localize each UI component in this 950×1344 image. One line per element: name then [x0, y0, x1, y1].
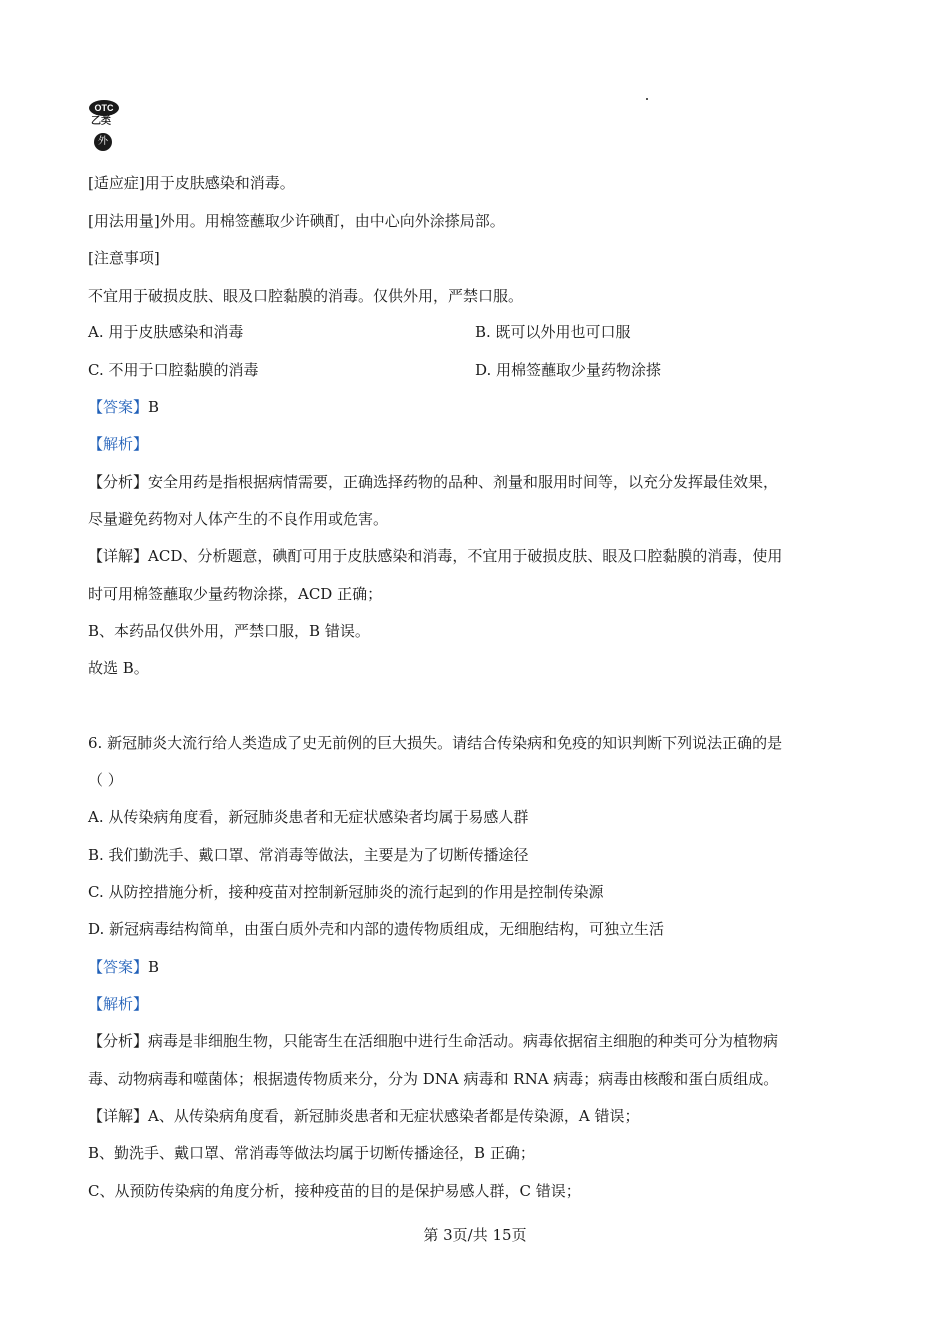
external-use-icon: 外 [94, 133, 112, 151]
q6-answer-value: B [148, 958, 160, 976]
q6-fenxi-line-1 [88, 1031, 778, 1051]
q5-notes-title: [注意事项] [88, 249, 160, 267]
q5-indication: [适应症]用于皮肤感染和消毒。 [88, 174, 295, 192]
q5-detail-text-1: ACD、分析题意，碘酊可用于皮肤感染和消毒，不宜用于破损皮肤、眼及口腔黏膜的消毒，使用 [148, 547, 783, 565]
q6-option-d: D. 新冠病毒结构简单，由蛋白质外壳和内部的遗传物质组成，无细胞结构，可独立生活 [88, 920, 665, 938]
q6-option-a: A. 从传染病角度看，新冠肺炎患者和无症状感染者均属于易感人群 [88, 808, 529, 826]
q6-stem-1: 6. 新冠肺炎大流行给人类造成了史无前例的巨大损失。请结合传染病和免疫的知识判断下列说法正确的是 [88, 734, 783, 752]
q6-detail-line-1 [88, 1106, 639, 1126]
q5-analysis-label: 【解析】 [88, 435, 149, 453]
q6-detail-line-3: C、从预防传染病的角度分析，接种疫苗的目的是保护易感人群，C 错误； [88, 1182, 581, 1200]
q5-option-a: A. 用于皮肤感染和消毒 [88, 323, 244, 341]
q5-option-b: B. 既可以外用也可口服 [475, 323, 631, 341]
q6-stem-2: （ ） [88, 771, 123, 789]
q5-answer [88, 397, 159, 417]
q6-analysis-label: 【解析】 [88, 995, 149, 1013]
q5-fenxi-line-2: 尽量避免药物对人体产生的不良作用或危害。 [88, 510, 389, 528]
q6-fenxi-text-1: 病毒是非细胞生物，只能寄生在活细胞中进行生命活动。病毒依据宿主细胞的种类可分为植物病 [148, 1032, 779, 1050]
q5-usage: [用法用量]外用。用棉签蘸取少许碘酊，由中心向外涂搽局部。 [88, 212, 505, 230]
q6-fenxi-line-2: 毒、动物病毒和噬菌体；根据遗传物质来分，分为 DNA 病毒和 RNA 病毒；病毒由核酸和蛋白质组成。 [88, 1070, 779, 1088]
q6-detail-label: 【详解】 [88, 1107, 149, 1125]
q6-detail-line-2: B、勤洗手、戴口罩、常消毒等做法均属于切断传播途径，B 正确； [88, 1144, 535, 1162]
q6-option-c: C. 从防控措施分析，接种疫苗对控制新冠肺炎的流行起到的作用是控制传染源 [88, 883, 604, 901]
q5-fenxi-label: 【分析】 [88, 473, 149, 491]
q6-fenxi-label: 【分析】 [88, 1032, 149, 1050]
q5-option-c: C. 不用于口腔黏膜的消毒 [88, 361, 259, 379]
q6-option-b: B. 我们勤洗手、戴口罩、常消毒等做法，主要是为了切断传播途径 [88, 846, 529, 864]
q5-fenxi-line-1 [88, 472, 778, 492]
q5-detail-line-1 [88, 546, 782, 566]
q5-fenxi-text-1: 安全用药是指根据病情需要，正确选择药物的品种、剂量和服用时间等，以充分发挥最佳效果， [148, 473, 779, 491]
q6-answer-label: 【答案】 [88, 958, 149, 976]
q5-answer-value: B [148, 398, 160, 416]
q5-answer-label: 【答案】 [88, 398, 149, 416]
otc-type-label: 乙类 [91, 116, 111, 127]
scan-dot [646, 98, 648, 100]
otc-logo-icon: OTC [89, 100, 119, 116]
q5-notes: 不宜用于破损皮肤、眼及口腔黏膜的消毒。仅供外用，严禁口服。 [88, 287, 524, 305]
q5-detail-line-2: 时可用棉签蘸取少量药物涂搽，ACD 正确； [88, 585, 383, 603]
q5-detail-label: 【详解】 [88, 547, 149, 565]
q5-option-d: D. 用棉签蘸取少量药物涂搽 [475, 361, 662, 379]
q5-detail-line-3: B、本药品仅供外用，严禁口服，B 错误。 [88, 622, 370, 640]
q6-detail-text-1: A、从传染病角度看，新冠肺炎患者和无症状感染者都是传染源，A 错误； [148, 1107, 640, 1125]
q5-conclusion: 故选 B。 [88, 659, 149, 677]
q6-answer [88, 957, 159, 977]
page-footer: 第 3页/共 15页 [423, 1226, 527, 1244]
